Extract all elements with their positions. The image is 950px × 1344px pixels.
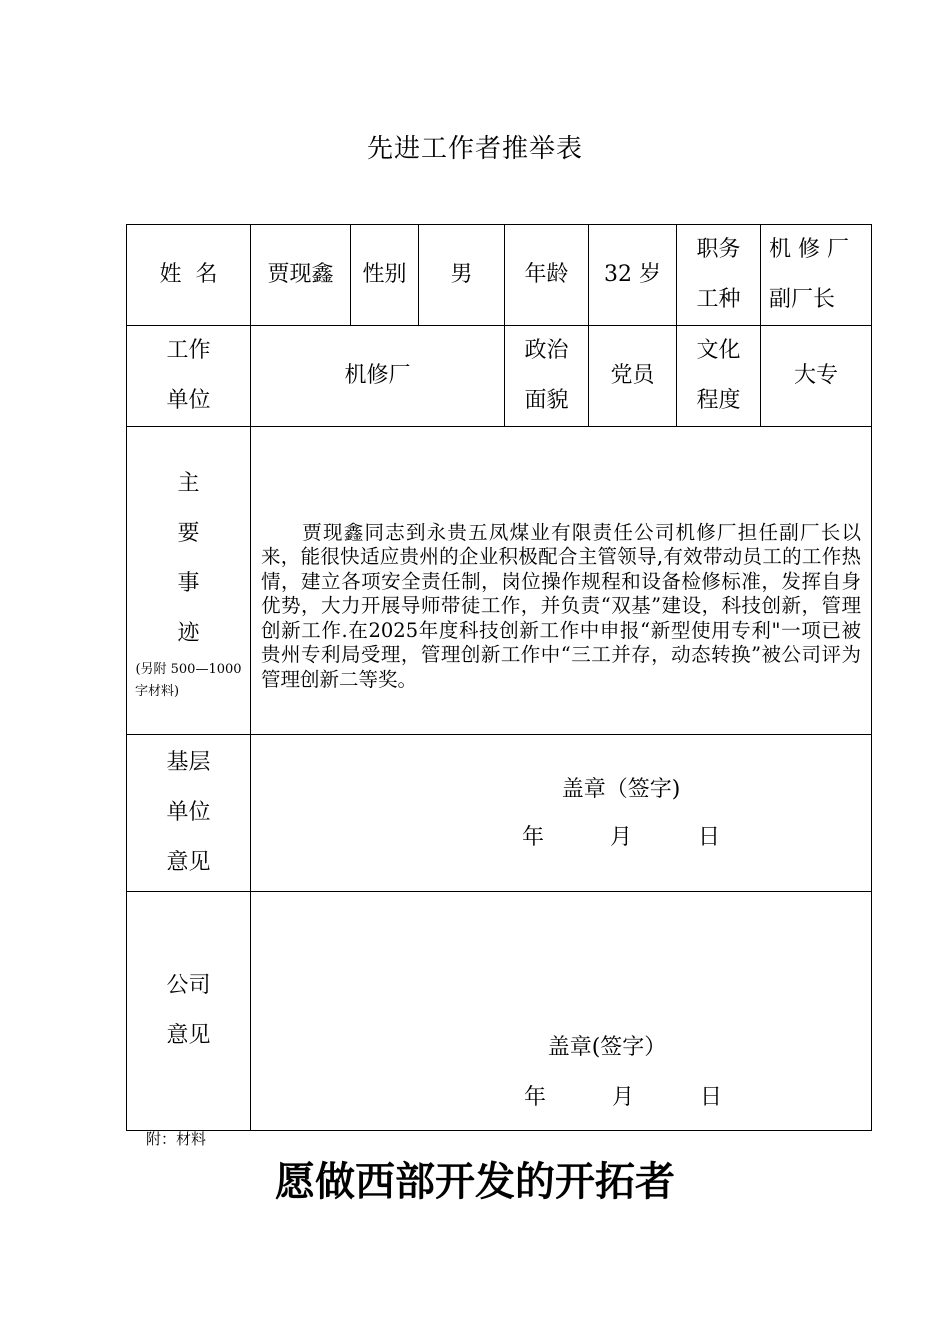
age-value: 32 岁 bbox=[589, 225, 677, 326]
base-opinion-cell bbox=[251, 735, 872, 892]
post-value-line1: 机 修 厂 bbox=[769, 237, 849, 262]
base-opinion-label-line1: 基层 bbox=[166, 750, 211, 775]
political-label-line2: 面貌 bbox=[524, 388, 569, 413]
post-label bbox=[677, 225, 761, 326]
deeds-note-line1: (另附 500—1000 bbox=[135, 661, 242, 677]
base-date-day: 日 bbox=[698, 825, 721, 850]
base-date-year: 年 bbox=[521, 825, 544, 850]
row-unit-info bbox=[127, 326, 872, 427]
education-value: 大专 bbox=[761, 326, 872, 427]
deeds-paragraph: 贾现鑫同志到永贵五凤煤业有限责任公司机修厂担任副厂长以来，能很快适应贵州的企业积极配合主管领导,有效带动员工的工作热情，建立各项安全责任制，岗位操作规程和设备检修标准，发挥自身优势，大力开展导师带徒工作，并负责“双基”建设，科技创新，管理创新工作.在2025年度科技创新工作中申报“新型使用专利"一项已被贵州专利局受理，管理创新工作中“三工并存，动态转换”被公司评为管理创新二等奖。 bbox=[261, 520, 861, 691]
base-seal-signature: 盖章（签字) bbox=[561, 777, 681, 802]
base-date bbox=[311, 823, 931, 853]
deeds-text-cell bbox=[251, 427, 872, 735]
company-date-day: 日 bbox=[700, 1085, 723, 1110]
attachment-note: 附：材料 bbox=[146, 1130, 207, 1148]
name-value: 贾现鑫 bbox=[251, 225, 351, 326]
work-unit-value: 机修厂 bbox=[251, 326, 505, 427]
education-label-line1: 文化 bbox=[696, 338, 741, 363]
deeds-text bbox=[251, 469, 871, 693]
company-opinion-cell bbox=[251, 892, 872, 1131]
deeds-label-char-1: 主 bbox=[177, 470, 200, 496]
political-label-line1: 政治 bbox=[524, 338, 569, 363]
gender-value: 男 bbox=[419, 225, 505, 326]
post-label-line1: 职务 bbox=[696, 237, 741, 262]
education-label-line2: 程度 bbox=[696, 388, 741, 413]
base-date-month: 月 bbox=[609, 825, 632, 850]
deeds-label-char-4: 迹 bbox=[177, 620, 200, 646]
deeds-label-char-2: 要 bbox=[177, 520, 200, 546]
deeds-label-char-3: 事 bbox=[177, 570, 200, 596]
article-headline: 愿做西部开发的开拓者 bbox=[275, 1159, 675, 1205]
work-unit-label bbox=[127, 326, 251, 427]
row-base-opinion bbox=[127, 735, 872, 892]
post-value-line2: 副厂长 bbox=[769, 287, 836, 312]
post-value bbox=[761, 225, 872, 326]
company-date bbox=[313, 1083, 933, 1113]
company-opinion-label bbox=[127, 892, 251, 1131]
education-label bbox=[677, 326, 761, 427]
company-opinion-label-line1: 公司 bbox=[166, 973, 211, 998]
recommendation-form bbox=[126, 224, 872, 1131]
form-title: 先进工作者推举表 bbox=[366, 134, 583, 164]
post-label-line2: 工种 bbox=[696, 287, 741, 312]
company-date-month: 月 bbox=[611, 1085, 634, 1110]
name-label: 姓 名 bbox=[127, 225, 251, 326]
base-opinion-label-line2: 单位 bbox=[166, 800, 211, 825]
base-opinion-label-line3: 意见 bbox=[166, 850, 211, 875]
political-label bbox=[505, 326, 589, 427]
deeds-note-line2: 字材料) bbox=[135, 683, 180, 699]
row-company-opinion bbox=[127, 892, 872, 1131]
company-date-year: 年 bbox=[523, 1085, 546, 1110]
row-deeds bbox=[127, 427, 872, 735]
age-label: 年龄 bbox=[505, 225, 589, 326]
gender-label: 性别 bbox=[351, 225, 419, 326]
deeds-label bbox=[127, 427, 251, 735]
work-unit-label-line1: 工作 bbox=[166, 338, 211, 363]
political-value: 党员 bbox=[589, 326, 677, 427]
company-opinion-label-line2: 意见 bbox=[166, 1023, 211, 1048]
base-opinion-label bbox=[127, 735, 251, 892]
company-seal-signature: 盖章(签字） bbox=[547, 1035, 667, 1060]
work-unit-label-line2: 单位 bbox=[166, 388, 211, 413]
row-basic-info bbox=[127, 225, 872, 326]
